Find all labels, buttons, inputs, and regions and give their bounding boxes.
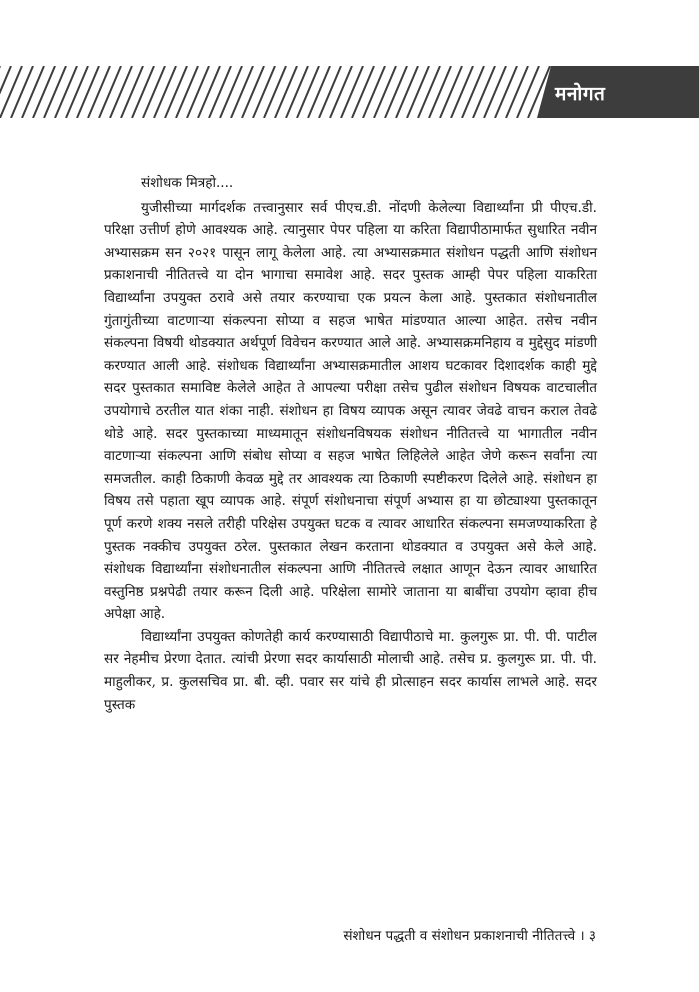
hatch-line: [418, 66, 440, 118]
hatch-line: [121, 66, 143, 118]
hatch-line: [55, 66, 77, 118]
hatch-line: [374, 66, 396, 118]
hatch-line: [0, 66, 11, 118]
salutation: संशोधक मित्रहो....: [141, 175, 234, 191]
hatch-line: [198, 66, 220, 118]
hatch-line: [341, 66, 363, 118]
section-title: मनोगत: [555, 83, 606, 105]
hatch-line: [231, 66, 253, 118]
hatch-line: [473, 66, 495, 118]
hatch-line: [440, 66, 462, 118]
hatch-line: [33, 66, 55, 118]
hatch-line: [264, 66, 286, 118]
hatch-line: [462, 66, 484, 118]
hatch-line: [429, 66, 451, 118]
hatch-line: [11, 66, 33, 118]
hatch-line: [385, 66, 407, 118]
paragraph: युजीसीच्या मार्गदर्शक तत्त्वानुसार सर्व पीएच.डी. नोंदणी केलेल्या विद्यार्थ्यांना प्री पीएच.डी. परिक्षा उत्तीर्ण होणे आवश्यक आहे. त्यानुसार पेपर पहिला या करिता विद्यापीठामार्फत सुधारित नवीन अभ्यासक्रम सन २०२१ पासून लागू केलेला आहे. त्या अभ्यासक्रमात संशोधन पद्धती आणि संशोधन प्रकाशनाची नीतितत्त्वे या दोन भागाचा समावेश आहे. सदर पुस्तक आम्ही पेपर पहिला याकरिता विद्यार्थ्यांना उपयुक्त ठरावे असे तयार करण्याचा एक प्रयत्न केला आहे. पुस्तकात संशोधनातील गुंतागुंतीच्या वाटणाऱ्या संकल्पना सोप्या व सहज भाषेत मांडण्यात आल्या आहेत. तसेच नवीन संकल्पना विषयी थोडक्यात अर्थपूर्ण विवेचन करण्यात आले आहे. अभ्यासक्रमनिहाय व मुद्देसुद मांडणी करण्यात आली आहे. संशोधक विद्यार्थ्यांना अभ्यासक्रमातील आशय घटकावर दिशादर्शक काही मुद्दे सदर पुस्तकात समाविष्ट केलेले आहेत ते आपल्या परीक्षा तसेच पुढील संशोधन विषयक वाटचालीत उपयोगाचे ठरतील यात शंका नाही. संशोधन हा विषय व्यापक असून त्यावर जेवढे वाचन कराल तेवढे थोडे आहे. सदर पुस्तकाच्या माध्यमातून संशोधनविषयक संशोधन नीतितत्त्वे या भागातील नवीन वाटणाऱ्या संकल्पना आणि संबोध सोप्या व सहज भाषेत लिहिलेले आहेत जेणे करून सर्वांना त्या समजतील. काही ठिकाणी केवळ मुद्दे तर आवश्यक त्या ठिकाणी स्पष्टीकरण दिलेले आहे. संशोधन हा विषय तसे पहाता खूप व्यापक आहे. संपूर्ण संशोधनाचा संपूर्ण अभ्यास हा या छोट्याश्या पुस्तकातून पूर्ण करणे शक्य नसले तरीही परिक्षेस उपयुक्त घटक व त्यावर आधारित संकल्पना समजण्याकरिता हे पुस्तक नक्कीच उपयुक्त ठरेल. पुस्तकात लेखन करताना थोडक्यात व उपयुक्त असे केले आहे. संशोधक विद्यार्थ्यांना संशोधनातील संकल्पना आणि नीतितत्त्वे लक्षात आणून देऊन त्यावर आधारित वस्तुनिष्ठ प्रश्नपेढी तयार करून दिली आहे. परिक्षेला सामोरे जाताना या बाबींचा उपयोग व्हावा हीच अपेक्षा आहे.: [104, 199, 597, 623]
hatch-line: [407, 66, 429, 118]
hatch-line: [275, 66, 297, 118]
hatch-line: [451, 66, 473, 118]
hatch-line: [330, 66, 352, 118]
hatch-line: [253, 66, 275, 118]
hatch-line: [88, 66, 110, 118]
hatch-line: [220, 66, 242, 118]
paragraph: विद्यार्थ्यांना उपयुक्त कोणतेही कार्य करण्यासाठी विद्यापीठाचे मा. कुलगुरू प्रा. पी. पी. पाटील सर नेहमीच प्रेरणा देतात. त्यांची प्रेरणा सदर कार्यासाठी मोलाची आहे. तसेच प्र. कुलगुरू प्रा. पी. पी. माहुलीकर, प्र. कुलसचिव प्रा. बी. व्ही. पवार सर यांचे ही प्रोत्साहन सदर कार्यास लाभले आहे. सदर पुस्तक: [104, 628, 597, 713]
hatch-line: [319, 66, 341, 118]
hatch-line: [44, 66, 66, 118]
hatch-line: [308, 66, 330, 118]
hatch-line: [363, 66, 385, 118]
hatch-line: [506, 66, 528, 118]
hatch-line: [517, 66, 539, 118]
hatch-line: [484, 66, 506, 118]
hatch-line: [209, 66, 231, 118]
hatch-line: [297, 66, 319, 118]
hatch-line: [495, 66, 517, 118]
hatch-line: [143, 66, 165, 118]
hatch-line: [154, 66, 176, 118]
hatch-line: [352, 66, 374, 118]
hatch-line: [165, 66, 187, 118]
hatch-line: [187, 66, 209, 118]
hatch-line: [132, 66, 154, 118]
hatch-line: [286, 66, 308, 118]
running-footer: संशोधन पद्धती व संशोधन प्रकाशनाची नीतितत्त्वे । ३: [343, 928, 596, 944]
body-text: [104, 172, 597, 716]
hatch-line: [110, 66, 132, 118]
hatch-line: [176, 66, 198, 118]
hatch-line: [22, 66, 44, 118]
hatch-line: [396, 66, 418, 118]
hatch-line: [77, 66, 99, 118]
hatch-line: [0, 66, 22, 118]
hatch-line: [242, 66, 264, 118]
hatch-line: [99, 66, 121, 118]
hatch-line: [66, 66, 88, 118]
